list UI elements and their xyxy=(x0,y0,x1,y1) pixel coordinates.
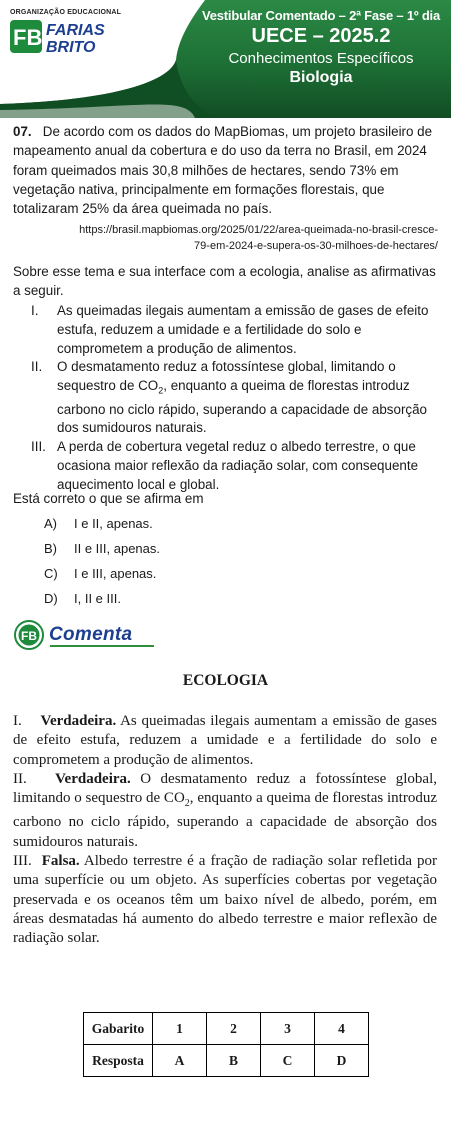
question-prompt: Sobre esse tema e sua interface com a ecologia, analise as afirmativas a seguir. xyxy=(13,264,436,299)
table-cell: 2 xyxy=(207,1013,261,1045)
option-c[interactable]: C) I e III, apenas. xyxy=(44,566,157,581)
statement-item: II. O desmatamento reduz a fotossíntese global, limitando o sequestro de $CO_2$, enquanto a queima de florestas introduz carbono no ciclo rápido, superando a capacidade de absorção dos sumidouros naturais. xyxy=(31,359,427,436)
question-stem: Está correto o que se afirma em xyxy=(13,491,204,506)
explanation-item: I. Verdadeira. As queimadas ilegais aumentam a emissão de gases de efeito estufa, reduzem a umidade e a fertilidade do solo e comprometem a produção de alimentos. xyxy=(13,713,438,768)
svg-text:FB: FB xyxy=(21,629,37,643)
fb-circle-icon xyxy=(14,620,44,650)
table-cell: 3 xyxy=(261,1013,315,1045)
table-cell: A xyxy=(153,1045,207,1077)
svg-text:FARIAS: FARIAS xyxy=(46,22,105,39)
exam-subtitle: Vestibular Comentado – 2ª Fase – 1º dia xyxy=(201,8,440,23)
comenta-label: Comenta xyxy=(49,624,133,645)
statement-item: I. As queimadas ilegais aumentam a emissão de gases de efeito estufa, reduzem a umidade e a fertilidade do solo e comprometem a produção de alimentos. xyxy=(31,303,429,356)
table-cell: C xyxy=(261,1045,315,1077)
exam-subject: Biologia xyxy=(289,69,353,86)
explanation-item: III. Falsa. Albedo terrestre é a fração de radiação solar refletida por uma superfície ou um objeto. As superfícies cobertas por vegetação preservada e os oceanos têm um baixo nível de albedo, porém, em áreas desmatadas há aumento do albedo terrestre e maior reflexão de radiação solar. xyxy=(13,853,437,947)
table-cell: D xyxy=(315,1045,369,1077)
statement-item: III. A perda de cobertura vegetal reduz o albedo terrestre, o que ocasiona maior reflexão da radiação solar, com consequente aquecimento local e global. xyxy=(31,439,419,492)
svg-text:FB: FB xyxy=(13,25,43,50)
table-cell: 4 xyxy=(315,1013,369,1045)
section-title: ECOLOGIA xyxy=(182,672,269,689)
question-text xyxy=(13,122,438,218)
comenta-underline xyxy=(50,645,154,647)
explanation-item: II. Verdadeira. O desmatamento reduz a fotossíntese global, limitando o sequestro de $CO_2$, enquanto a queima de florestas introduz carbono no ciclo rápido, superando a capacidade de absorção dos sumidouros naturais. xyxy=(13,770,437,850)
option-b[interactable]: B) II e III, apenas. xyxy=(44,541,160,556)
table-cell: 1 xyxy=(153,1013,207,1045)
exam-area: Conhecimentos Específicos xyxy=(228,50,414,67)
answer-key-header: Resposta xyxy=(84,1045,153,1077)
org-label: ORGANIZAÇÃO EDUCACIONAL xyxy=(10,9,122,16)
exam-title: UECE – 2025.2 xyxy=(251,25,391,47)
statement-list xyxy=(13,302,438,495)
header-banner xyxy=(0,0,451,118)
answer-explanations xyxy=(13,712,437,949)
option-a[interactable]: A) I e II, apenas. xyxy=(44,516,153,531)
answer-key-table xyxy=(83,1012,369,1077)
table-row xyxy=(84,1045,369,1077)
answer-key-header: Gabarito xyxy=(84,1013,153,1045)
header-titles xyxy=(191,8,451,87)
table-row xyxy=(84,1013,369,1045)
source-citation: https://brasil.mapbiomas.org/2025/01/22/area-queimada-no-brasil-cresce- 79-em-2024-e-supera-os-30-milhoes-de-hectares/ xyxy=(79,224,438,252)
option-d[interactable]: D) I, II e III. xyxy=(44,591,121,606)
svg-text:BRITO: BRITO xyxy=(46,39,96,54)
farias-brito-logo xyxy=(10,20,125,59)
table-cell: B xyxy=(207,1045,261,1077)
fb-logo-mark-icon xyxy=(10,20,125,54)
answer-options xyxy=(44,514,160,614)
question-body: De acordo com os dados do MapBiomas, um projeto brasileiro de mapeamento anual da cobertura e do uso da terra no Brasil, em 2024 foram queimados mais 30,8 milhões de hectares, sendo 73% em vegetação nativa, principalmente em formações florestais, que totalizaram 25% da área queimada no país. xyxy=(13,124,433,217)
question-number: 07. xyxy=(13,124,32,139)
